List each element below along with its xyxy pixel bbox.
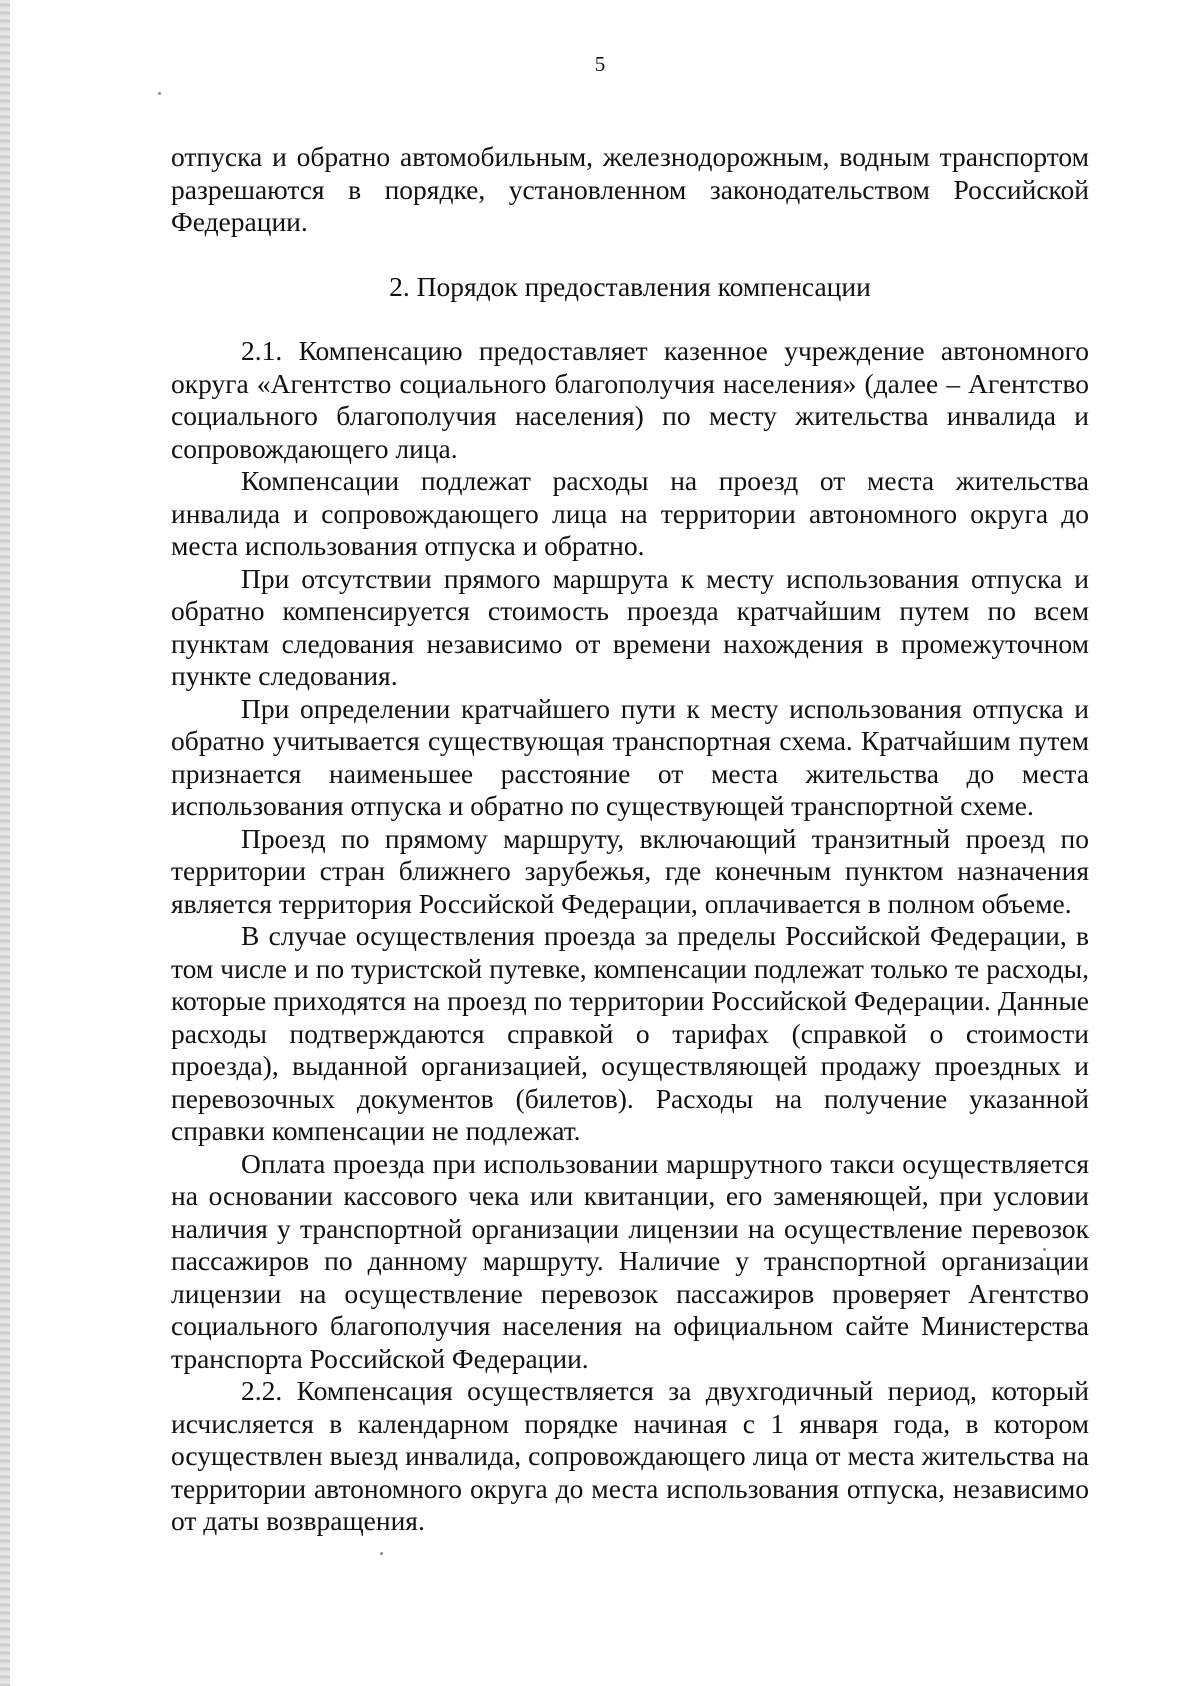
paragraph-2-1: 2.1. Компенсацию предоставляет казенное учреждение автономного округа «Агентство социального благополучия населения» (далее – Агентство социального благополучия населения) по месту жительства инвалида и сопровождающего лица. <box>171 335 1089 464</box>
page-number: 5 <box>594 52 606 76</box>
paragraph-shortest-path: При определении кратчайшего пути к месту использования отпуска и обратно учитывается существующая транспортная схема. Кратчайшим путем признается наименьшее расстояние от места жительства до места использования отпуска и обратно по существующей транспортной схеме. <box>171 692 1089 821</box>
paragraph-abroad: В случае осуществления проезда за пределы Российской Федерации, в том числе и по туристской путевке, компенсации подлежат только те расходы, которые приходятся на проезд по территории Российской Федерации. Данные расходы подтверждаются справкой о тарифах (справкой о стоимости проезда), выданной организацией, осуществляющей продажу проездных и перевозочных документов (билетов). Расходы на получение указанной справки компенсации не подлежат. <box>171 920 1089 1146</box>
paragraph-2-2: 2.2. Компенсация осуществляется за двухгодичный период, который исчисляется в календарном порядке начиная с 1 января года, в котором осуществлен выезд инвалида, сопровождающего лица от места жительства на территории автономного округа до места использования отпуска, независимо от даты возвращения. <box>171 1375 1089 1536</box>
scan-edge-artifact <box>0 0 10 1686</box>
section-heading: 2. Порядок предоставления компенсации <box>389 270 871 302</box>
paragraph-transit: Проезд по прямому маршруту, включающий транзитный проезд по территории стран ближнего зарубежья, где конечным пунктом назначения является территория Российской Федерации, оплачивается в полном объеме. <box>171 822 1089 919</box>
document-body <box>171 141 1089 1538</box>
paragraph-no-direct-route: При отсутствии прямого маршрута к месту использования отпуска и обратно компенсируется стоимость проезда кратчайшим путем по всем пунктам следования независимо от времени нахождения в промежуточном пункте следования. <box>171 562 1089 691</box>
paragraph-compensation-expenses: Компенсации подлежат расходы на проезд от места жительства инвалида и сопровождающего лица на территории автономного округа до места использования отпуска и обратно. <box>171 465 1089 561</box>
scan-speck <box>158 92 161 95</box>
paragraph-continuation: отпуска и обратно автомобильным, железнодорожным, водным транспортом разрешаются в порядке, установленном законодательством Российской Федерации. <box>171 141 1089 237</box>
scan-speck <box>380 1552 383 1555</box>
paragraph-taxi: Оплата проезда при использовании маршрутного такси осуществляется на основании кассового чека или квитанции, его заменяющей, при условии наличия у транспортной организации лицензии на осуществление перевозок пассажиров по данному маршруту. Наличие у транспортной организации лицензии на осуществление перевозок пассажиров проверяет Агентство социального благополучия населения на официальном сайте Министерства транспорта Российской Федерации. <box>171 1147 1089 1374</box>
